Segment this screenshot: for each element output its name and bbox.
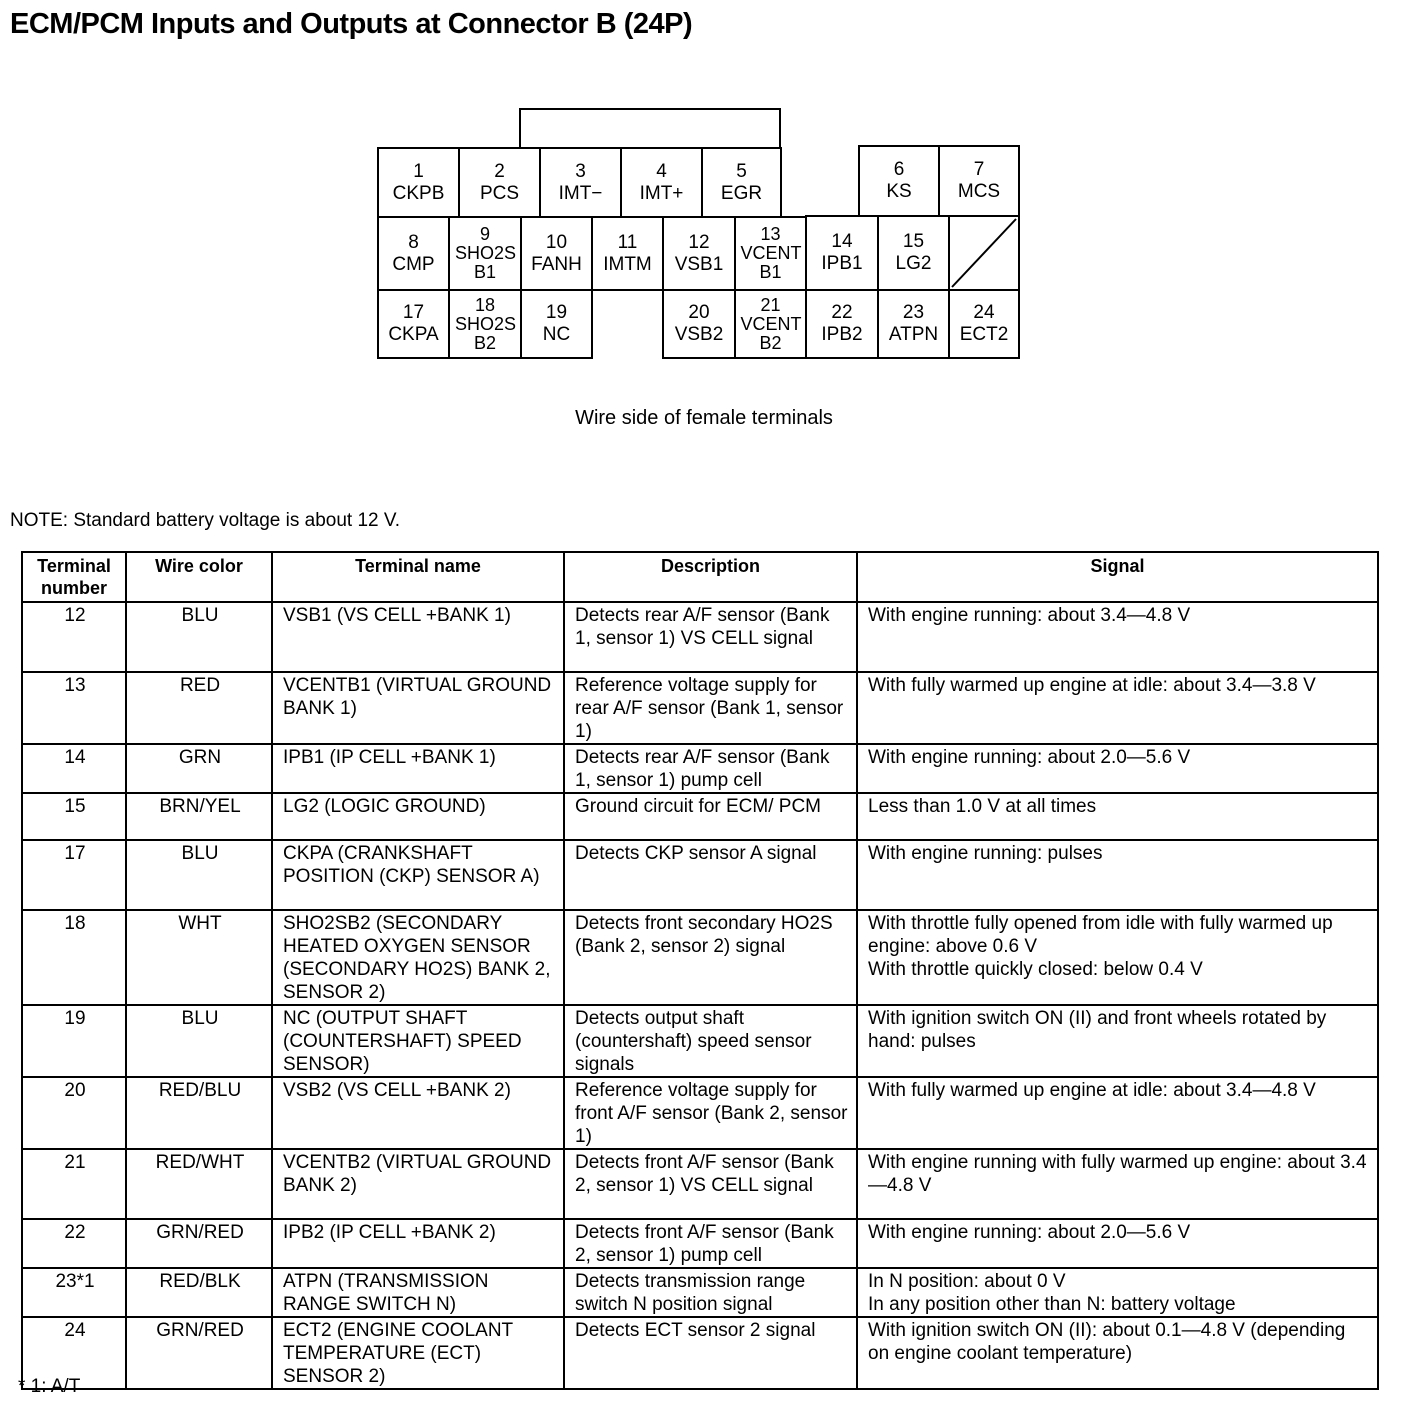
terminal-7 bbox=[938, 145, 1020, 217]
table-row bbox=[22, 744, 1378, 793]
cell-signal: With engine running with fully warmed up engine: about 3.4—4.8 V bbox=[857, 1149, 1378, 1219]
terminal-label: SHO2S B1 bbox=[455, 243, 517, 282]
terminal-label: IMT+ bbox=[639, 182, 684, 204]
terminal-label: NC bbox=[542, 324, 571, 345]
cell-wire-color: WHT bbox=[126, 910, 272, 1005]
terminal-label: ECT2 bbox=[959, 324, 1009, 345]
cell-description: Detects CKP sensor A signal bbox=[564, 840, 857, 910]
cell-description: Detects rear A/F sensor (Bank 1, sensor 1) pump cell bbox=[564, 744, 857, 793]
terminal-number: 15 bbox=[902, 231, 925, 252]
cell-signal: Less than 1.0 V at all times bbox=[857, 793, 1378, 840]
table-row bbox=[22, 1149, 1378, 1219]
terminal-label: LG2 bbox=[895, 253, 932, 274]
cell-signal: With engine running: about 2.0—5.6 V bbox=[857, 744, 1378, 793]
cell-terminal-number: 14 bbox=[22, 744, 126, 793]
terminal-label: PCS bbox=[479, 182, 520, 204]
terminal-15 bbox=[877, 215, 950, 291]
cell-terminal-number: 13 bbox=[22, 672, 126, 744]
cell-terminal-number: 23*1 bbox=[22, 1268, 126, 1317]
terminal-number: 19 bbox=[545, 302, 568, 323]
terminal-number: 12 bbox=[688, 231, 710, 253]
table-row bbox=[22, 672, 1378, 744]
terminal-20 bbox=[662, 289, 736, 359]
cell-wire-color: RED bbox=[126, 672, 272, 744]
footnote: * 1: A/T bbox=[18, 1376, 81, 1397]
cell-terminal-name: IPB1 (IP CELL +BANK 1) bbox=[272, 744, 564, 793]
terminal-23 bbox=[877, 289, 950, 359]
cell-wire-color: BRN/YEL bbox=[126, 793, 272, 840]
terminal-9 bbox=[448, 216, 522, 291]
cell-terminal-name: NC (OUTPUT SHAFT (COUNTERSHAFT) SPEED SENSOR) bbox=[272, 1005, 564, 1077]
terminal-8 bbox=[377, 216, 450, 291]
terminal-label: IMT− bbox=[558, 182, 603, 204]
cell-terminal-name: VCENTB2 (VIRTUAL GROUND BANK 2) bbox=[272, 1149, 564, 1219]
cell-terminal-number: 21 bbox=[22, 1149, 126, 1219]
table-body bbox=[22, 602, 1378, 1389]
header-terminal-number: Terminal number bbox=[22, 552, 126, 602]
terminal-number: 2 bbox=[494, 160, 505, 182]
terminal-label: CKPA bbox=[388, 324, 439, 345]
terminal-number: 24 bbox=[973, 302, 995, 323]
table-row bbox=[22, 910, 1378, 1005]
terminal-6 bbox=[858, 145, 940, 217]
terminal-label: VSB1 bbox=[674, 253, 724, 275]
terminal-19 bbox=[520, 289, 593, 359]
terminal-18 bbox=[448, 289, 522, 359]
table-row bbox=[22, 602, 1378, 672]
header-terminal-name: Terminal name bbox=[272, 552, 564, 602]
cell-terminal-name: IPB2 (IP CELL +BANK 2) bbox=[272, 1219, 564, 1268]
cell-signal: With ignition switch ON (II): about 0.1—4.8 V (depending on engine coolant temperature) bbox=[857, 1317, 1378, 1389]
terminal-label: FANH bbox=[531, 253, 582, 275]
cell-signal: With ignition switch ON (II) and front wheels rotated by hand: pulses bbox=[857, 1005, 1378, 1077]
terminal-number: 5 bbox=[736, 160, 747, 182]
terminal-21 bbox=[734, 289, 807, 359]
terminal-24 bbox=[948, 289, 1020, 359]
cell-terminal-name: CKPA (CRANKSHAFT POSITION (CKP) SENSOR A) bbox=[272, 840, 564, 910]
terminal-number: 4 bbox=[656, 160, 667, 182]
cell-signal: With engine running: pulses bbox=[857, 840, 1378, 910]
cell-wire-color: RED/WHT bbox=[126, 1149, 272, 1219]
terminal-13 bbox=[734, 216, 807, 291]
table-header-row bbox=[22, 552, 1378, 602]
terminal-number: 23 bbox=[902, 302, 925, 323]
diagonal-blank-icon bbox=[950, 217, 1018, 289]
terminal-11 bbox=[591, 216, 664, 291]
terminal-1 bbox=[377, 147, 460, 218]
terminal-number: 21 bbox=[760, 294, 781, 315]
terminal-label: EGR bbox=[720, 182, 763, 204]
terminal-2 bbox=[458, 147, 541, 218]
connector-latch-tab bbox=[519, 108, 781, 148]
cell-terminal-number: 17 bbox=[22, 840, 126, 910]
cell-wire-color: BLU bbox=[126, 840, 272, 910]
cell-terminal-number: 18 bbox=[22, 910, 126, 1005]
cell-signal: With engine running: about 2.0—5.6 V bbox=[857, 1219, 1378, 1268]
cell-terminal-name: VSB2 (VS CELL +BANK 2) bbox=[272, 1077, 564, 1149]
cell-signal: With engine running: about 3.4—4.8 V bbox=[857, 602, 1378, 672]
terminal-label: MCS bbox=[957, 181, 1001, 202]
terminal-label: SHO2S B2 bbox=[455, 313, 517, 353]
table-row bbox=[22, 1268, 1378, 1317]
terminal-number: 10 bbox=[545, 231, 568, 253]
terminal-label: VCENT B2 bbox=[740, 313, 802, 353]
header-description: Description bbox=[564, 552, 857, 602]
page-title: ECM/PCM Inputs and Outputs at Connector B (24P) bbox=[10, 8, 693, 40]
header-wire-color: Wire color bbox=[126, 552, 272, 602]
terminal-22 bbox=[805, 289, 879, 359]
cell-description: Ground circuit for ECM/ PCM bbox=[564, 793, 857, 840]
table-row bbox=[22, 1005, 1378, 1077]
terminal-label: CKPB bbox=[392, 182, 445, 204]
terminal-label: ATPN bbox=[888, 324, 939, 345]
cell-terminal-name: ECT2 (ENGINE COOLANT TEMPERATURE (ECT) SENSOR 2) bbox=[272, 1317, 564, 1389]
cell-wire-color: BLU bbox=[126, 602, 272, 672]
cell-terminal-name: VCENTB1 (VIRTUAL GROUND BANK 1) bbox=[272, 672, 564, 744]
terminal-4 bbox=[620, 147, 703, 218]
table-row bbox=[22, 1317, 1378, 1389]
terminal-17 bbox=[377, 289, 450, 359]
cell-terminal-number: 22 bbox=[22, 1219, 126, 1268]
terminal-label: VSB2 bbox=[674, 324, 724, 345]
cell-terminal-number: 24 bbox=[22, 1317, 126, 1389]
terminal-label: VCENT B1 bbox=[740, 243, 802, 282]
cell-terminal-name: LG2 (LOGIC GROUND) bbox=[272, 793, 564, 840]
terminal-12 bbox=[662, 216, 736, 291]
terminal-number: 20 bbox=[688, 302, 710, 323]
cell-description: Detects rear A/F sensor (Bank 1, sensor 1) VS CELL signal bbox=[564, 602, 857, 672]
terminal-number: 14 bbox=[831, 231, 853, 252]
battery-note: NOTE: Standard battery voltage is about 12 V. bbox=[10, 510, 401, 531]
terminal-number: 18 bbox=[474, 294, 496, 315]
cell-terminal-number: 12 bbox=[22, 602, 126, 672]
terminal-label: IPB1 bbox=[821, 253, 863, 274]
table-row bbox=[22, 1077, 1378, 1149]
cell-signal: With fully warmed up engine at idle: about 3.4—4.8 V bbox=[857, 1077, 1378, 1149]
terminal-number: 8 bbox=[408, 231, 419, 253]
terminal-3 bbox=[539, 147, 622, 218]
cell-terminal-name: SHO2SB2 (SECONDARY HEATED OXYGEN SENSOR (SECONDARY HO2S) BANK 2, SENSOR 2) bbox=[272, 910, 564, 1005]
cell-wire-color: BLU bbox=[126, 1005, 272, 1077]
terminal-number: 1 bbox=[413, 160, 424, 182]
cell-description: Detects front A/F sensor (Bank 2, sensor 1) VS CELL signal bbox=[564, 1149, 857, 1219]
terminal-spec-table bbox=[21, 551, 1379, 1390]
cell-description: Detects front A/F sensor (Bank 2, sensor 1) pump cell bbox=[564, 1219, 857, 1268]
terminal-number: 3 bbox=[575, 160, 586, 182]
cell-signal: With fully warmed up engine at idle: about 3.4—3.8 V bbox=[857, 672, 1378, 744]
cell-terminal-number: 19 bbox=[22, 1005, 126, 1077]
cell-wire-color: GRN bbox=[126, 744, 272, 793]
cell-signal: In N position: about 0 V In any position other than N: battery voltage bbox=[857, 1268, 1378, 1317]
cell-wire-color: GRN/RED bbox=[126, 1317, 272, 1389]
table-row bbox=[22, 840, 1378, 910]
cell-wire-color: RED/BLK bbox=[126, 1268, 272, 1317]
terminal-14 bbox=[805, 215, 879, 291]
terminal-number: 13 bbox=[760, 224, 781, 244]
terminal-10 bbox=[520, 216, 593, 291]
terminal-number: 22 bbox=[831, 302, 853, 323]
cell-wire-color: GRN/RED bbox=[126, 1219, 272, 1268]
header-signal: Signal bbox=[857, 552, 1378, 602]
cell-wire-color: RED/BLU bbox=[126, 1077, 272, 1149]
cell-description: Detects front secondary HO2S (Bank 2, sensor 2) signal bbox=[564, 910, 857, 1005]
cell-description: Detects ECT sensor 2 signal bbox=[564, 1317, 857, 1389]
cell-terminal-name: VSB1 (VS CELL +BANK 1) bbox=[272, 602, 564, 672]
terminal-16-unused bbox=[948, 215, 1020, 291]
cell-description: Reference voltage supply for rear A/F sensor (Bank 1, sensor 1) bbox=[564, 672, 857, 744]
terminal-label: CMP bbox=[392, 253, 435, 275]
terminal-number: 11 bbox=[617, 231, 638, 253]
terminal-label: IPB2 bbox=[821, 324, 863, 345]
terminal-number: 9 bbox=[479, 224, 490, 244]
terminal-5 bbox=[701, 147, 782, 218]
cell-description: Detects output shaft (countershaft) speed sensor signals bbox=[564, 1005, 857, 1077]
table-row bbox=[22, 1219, 1378, 1268]
terminal-number: 7 bbox=[973, 159, 985, 180]
cell-signal: With throttle fully opened from idle with fully warmed up engine: above 0.6 V With throttle quickly closed: below 0.4 V bbox=[857, 910, 1378, 1005]
terminal-number: 6 bbox=[893, 159, 905, 180]
table-row bbox=[22, 793, 1378, 840]
connector-caption: Wire side of female terminals bbox=[575, 407, 833, 429]
terminal-label: KS bbox=[886, 181, 912, 202]
cell-terminal-number: 15 bbox=[22, 793, 126, 840]
cell-terminal-name: ATPN (TRANSMISSION RANGE SWITCH N) bbox=[272, 1268, 564, 1317]
terminal-number: 17 bbox=[402, 302, 425, 323]
cell-terminal-number: 20 bbox=[22, 1077, 126, 1149]
terminal-label: IMTM bbox=[603, 253, 652, 275]
cell-description: Detects transmission range switch N position signal bbox=[564, 1268, 857, 1317]
cell-description: Reference voltage supply for front A/F sensor (Bank 2, sensor 1) bbox=[564, 1077, 857, 1149]
